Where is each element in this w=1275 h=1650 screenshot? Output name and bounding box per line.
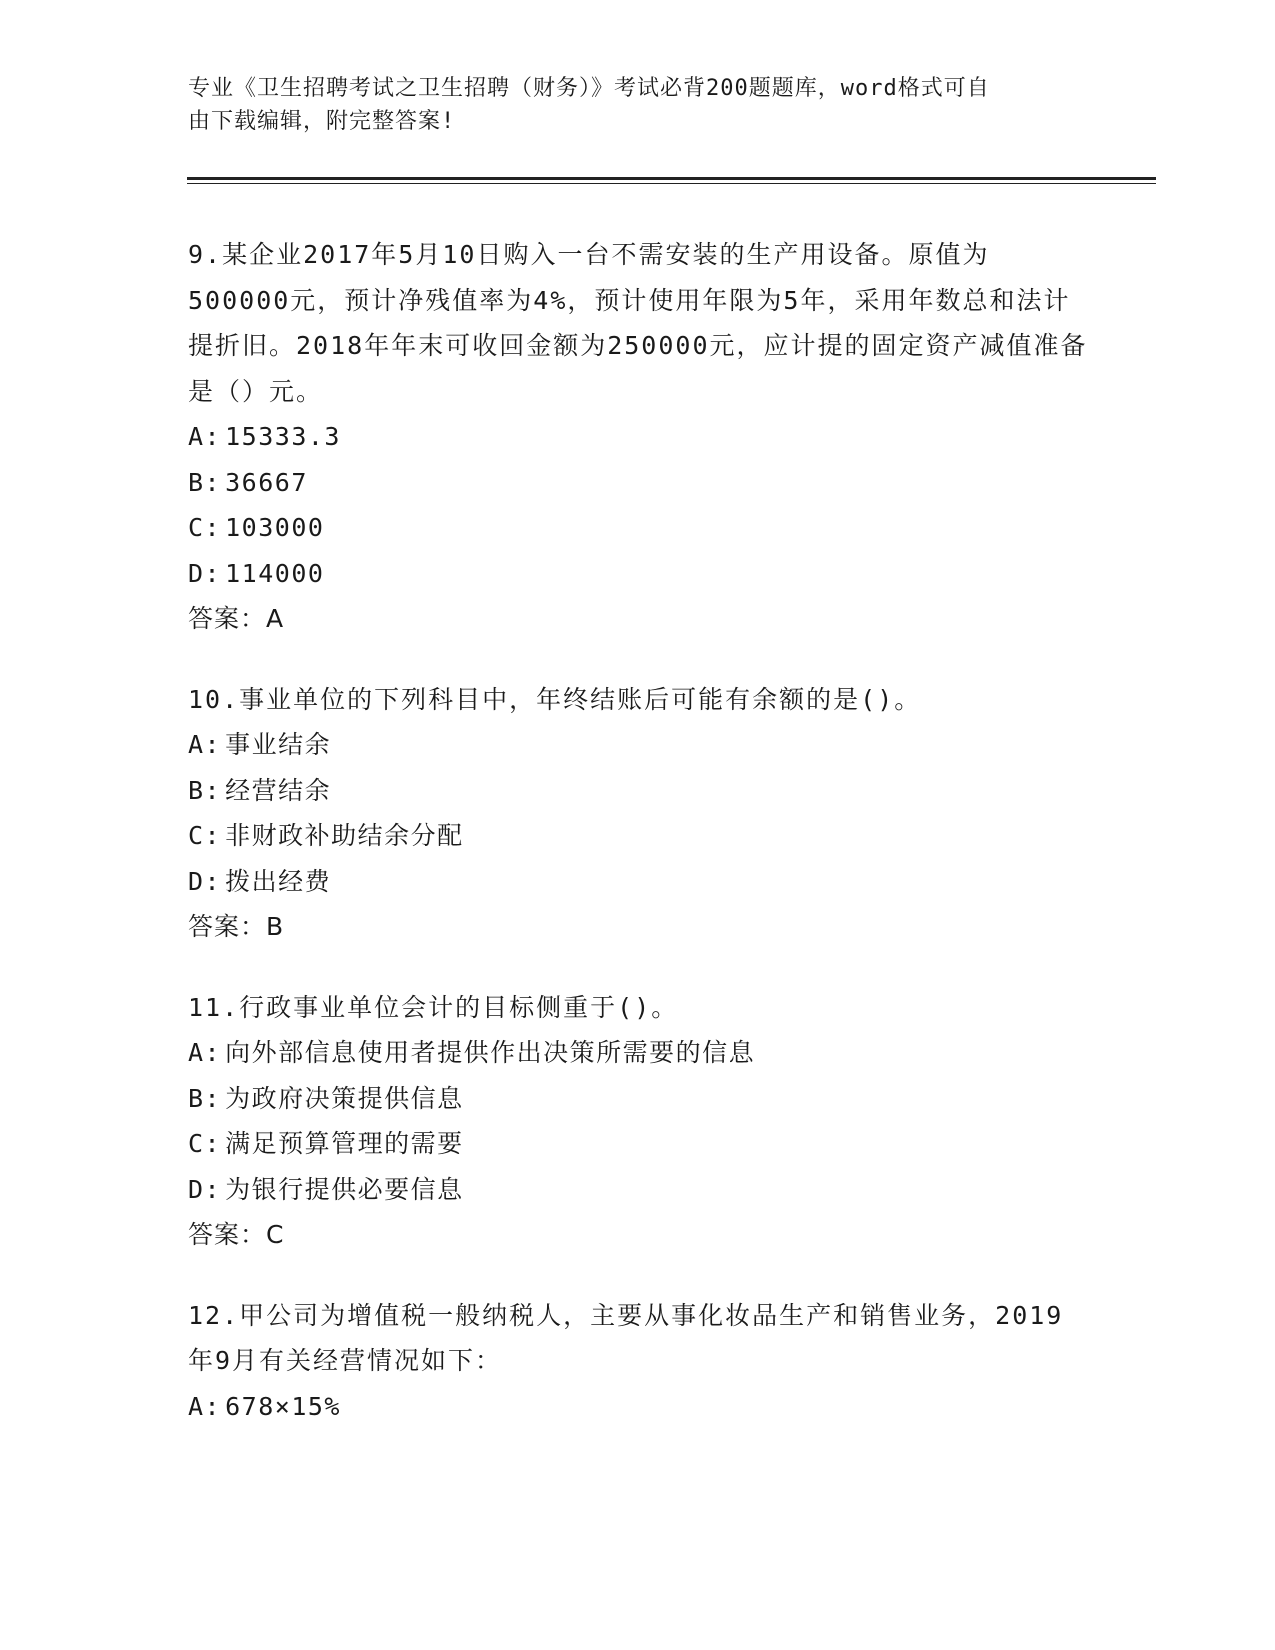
option-value: 103000 — [225, 513, 325, 542]
option-value: 为政府决策提供信息 — [225, 1083, 464, 1113]
question-12 — [188, 1293, 1088, 1430]
option-label: C: — [188, 513, 222, 542]
option-value: 非财政补助结余分配 — [225, 821, 464, 850]
question-text: 11.行政事业单位会计的目标侧重于()。 — [188, 992, 679, 1022]
option-value: 36667 — [225, 467, 308, 497]
question-list — [188, 232, 1088, 1464]
question-text: 12.甲公司为增值税一般纳税人，主要从事化妆品生产和销售业务，2019年9月有关经营情况如下： — [188, 1300, 1064, 1375]
option-c — [188, 505, 1088, 551]
answer-line: 答案：B — [188, 912, 285, 941]
option-value: 事业结余 — [225, 730, 332, 759]
option-d — [188, 1167, 1088, 1213]
question-text: 9.某企业2017年5月10日购入一台不需安装的生产用设备。原值为500000元，预计净残值率为4%，预计使用年限为5年，采用年数总和法计提折旧。2018年年末可收回金额为250000元，应计提的固定资产减值准备是（）元。 — [188, 240, 1088, 406]
header-divider-thick — [187, 177, 1156, 180]
question-9 — [188, 232, 1088, 642]
option-value: 经营结余 — [225, 775, 332, 805]
option-c — [188, 813, 1088, 859]
option-label: A: — [188, 1391, 222, 1421]
option-value: 15333.3 — [225, 422, 341, 451]
question-10 — [188, 677, 1088, 950]
option-b — [188, 1076, 1088, 1122]
option-label: B: — [188, 1083, 222, 1113]
option-value: 678×15% — [225, 1391, 341, 1421]
option-label: A: — [188, 730, 222, 759]
option-value: 拨出经费 — [225, 866, 332, 896]
option-value: 满足预算管理的需要 — [225, 1129, 464, 1158]
option-label: D: — [188, 558, 222, 588]
option-label: C: — [188, 1129, 222, 1158]
option-value: 114000 — [225, 558, 325, 588]
option-label: B: — [188, 467, 222, 497]
option-label: D: — [188, 866, 222, 896]
question-text: 10.事业单位的下列科目中，年终结账后可能有余额的是()。 — [188, 684, 922, 714]
header-line-2: 由下载编辑，附完整答案! — [188, 109, 456, 134]
option-label: C: — [188, 821, 222, 850]
option-d — [188, 551, 1088, 597]
option-value: 为银行提供必要信息 — [225, 1174, 464, 1204]
option-b — [188, 460, 1088, 506]
option-label: D: — [188, 1174, 222, 1204]
option-d — [188, 859, 1088, 905]
option-label: A: — [188, 1038, 222, 1067]
option-value: 向外部信息使用者提供作出决策所需要的信息 — [225, 1038, 756, 1067]
answer-line: 答案：C — [188, 1220, 285, 1249]
option-c — [188, 1121, 1088, 1167]
option-a — [188, 414, 1088, 460]
header-line-1: 专业《卫生招聘考试之卫生招聘（财务）》考试必背200题题库，word格式可自 — [188, 76, 990, 101]
document-header — [188, 72, 1088, 138]
option-label: B: — [188, 775, 222, 805]
option-a — [188, 722, 1088, 768]
header-divider-thin — [187, 183, 1156, 184]
option-label: A: — [188, 422, 222, 451]
question-11 — [188, 985, 1088, 1258]
answer-line: 答案：A — [188, 604, 285, 633]
option-a — [188, 1030, 1088, 1076]
option-b — [188, 768, 1088, 814]
option-a — [188, 1384, 1088, 1430]
